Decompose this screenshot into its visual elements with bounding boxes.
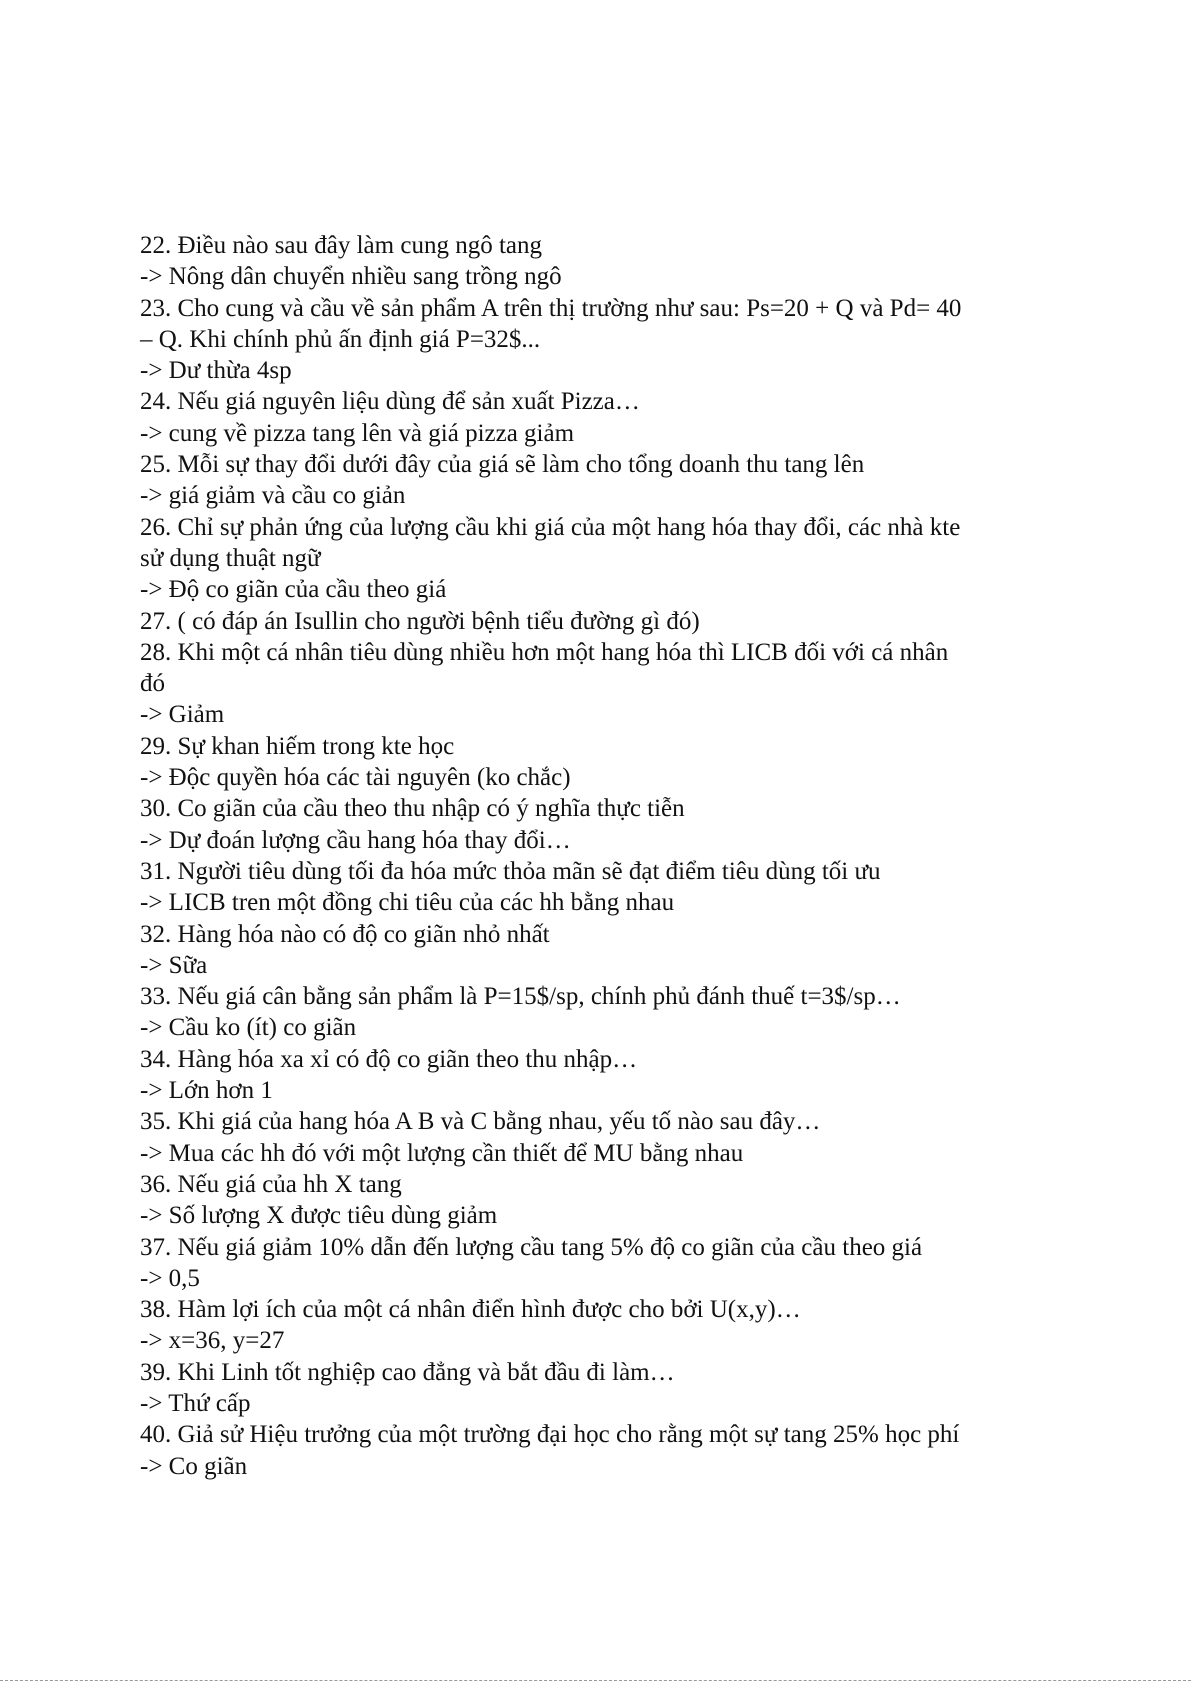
question-36: 36. Nếu giá của hh X tang	[140, 1170, 402, 1198]
answer-32: -> Sữa	[140, 951, 208, 979]
answer-28: -> Giảm	[140, 701, 225, 729]
question-39: 39. Khi Linh tốt nghiệp cao đẳng và bắt đầu đi làm…	[140, 1358, 675, 1386]
document-body	[140, 230, 1060, 1482]
answer-38: -> x=36, y=27	[140, 1327, 285, 1355]
answer-22: -> Nông dân chuyển nhiều sang trồng ngô	[140, 263, 562, 291]
answer-30: -> Dự đoán lượng cầu hang hóa thay đổi…	[140, 826, 571, 854]
answer-35: -> Mua các hh đó với một lượng cần thiết để MU bằng nhau	[140, 1139, 744, 1167]
question-24: 24. Nếu giá nguyên liệu dùng để sản xuất Pizza…	[140, 388, 640, 416]
page-bottom-divider	[0, 1680, 1191, 1681]
answer-29: -> Độc quyền hóa các tài nguyên (ko chắc)	[140, 764, 571, 792]
question-23-continued: – Q. Khi chính phủ ấn định giá P=32$...	[140, 325, 541, 353]
question-29: 29. Sự khan hiếm trong kte học	[140, 732, 455, 760]
question-26-continued: sử dụng thuật ngữ	[140, 544, 321, 572]
answer-23: -> Dư thừa 4sp	[140, 357, 292, 385]
answer-26: -> Độ co giãn của cầu theo giá	[140, 576, 447, 604]
answer-31: -> LICB tren một đồng chi tiêu của các hh bằng nhau	[140, 889, 675, 917]
question-31: 31. Người tiêu dùng tối đa hóa mức thỏa mãn sẽ đạt điểm tiêu dùng tối ưu	[140, 857, 881, 885]
question-23: 23. Cho cung và cầu về sản phẩm A trên thị trường như sau: Ps=20 + Q và Pd= 40	[140, 294, 962, 322]
question-40: 40. Giả sử Hiệu trưởng của một trường đại học cho rằng một sự tang 25% học phí	[140, 1421, 960, 1449]
question-28-continued: đó	[140, 670, 165, 698]
question-37: 37. Nếu giá giảm 10% dẫn đến lượng cầu tang 5% độ co giãn của cầu theo giá	[140, 1233, 923, 1261]
question-35: 35. Khi giá của hang hóa A B và C bằng nhau, yếu tố nào sau đây…	[140, 1108, 821, 1136]
answer-25: -> giá giảm và cầu co giản	[140, 482, 406, 510]
answer-24: -> cung về pizza tang lên và giá pizza giảm	[140, 419, 575, 447]
question-32: 32. Hàng hóa nào có độ co giãn nhỏ nhất	[140, 920, 550, 948]
question-25: 25. Mỗi sự thay đổi dưới đây của giá sẽ làm cho tổng doanh thu tang lên	[140, 451, 865, 479]
answer-34: -> Lớn hơn 1	[140, 1077, 273, 1105]
question-33: 33. Nếu giá cân bằng sản phẩm là P=15$/sp, chính phủ đánh thuế t=3$/sp…	[140, 983, 901, 1011]
answer-40: -> Co giãn	[140, 1452, 248, 1480]
question-27: 27. ( có đáp án Isullin cho người bệnh tiểu đường gì đó)	[140, 607, 700, 635]
question-30: 30. Co giãn của cầu theo thu nhập có ý nghĩa thực tiễn	[140, 795, 685, 823]
answer-33: -> Cầu ko (ít) co giãn	[140, 1014, 357, 1042]
answer-36: -> Số lượng X được tiêu dùng giảm	[140, 1202, 498, 1230]
question-34: 34. Hàng hóa xa xỉ có độ co giãn theo thu nhập…	[140, 1045, 638, 1073]
question-22: 22. Điều nào sau đây làm cung ngô tang	[140, 232, 542, 259]
question-28: 28. Khi một cá nhân tiêu dùng nhiều hơn một hang hóa thì LICB đối với cá nhân	[140, 638, 949, 666]
answer-37: -> 0,5	[140, 1264, 200, 1292]
question-38: 38. Hàm lợi ích của một cá nhân điển hình được cho bởi U(x,y)…	[140, 1296, 801, 1324]
answer-39: -> Thứ cấp	[140, 1389, 251, 1417]
question-26: 26. Chỉ sự phản ứng của lượng cầu khi giá của một hang hóa thay đổi, các nhà kte	[140, 513, 961, 541]
